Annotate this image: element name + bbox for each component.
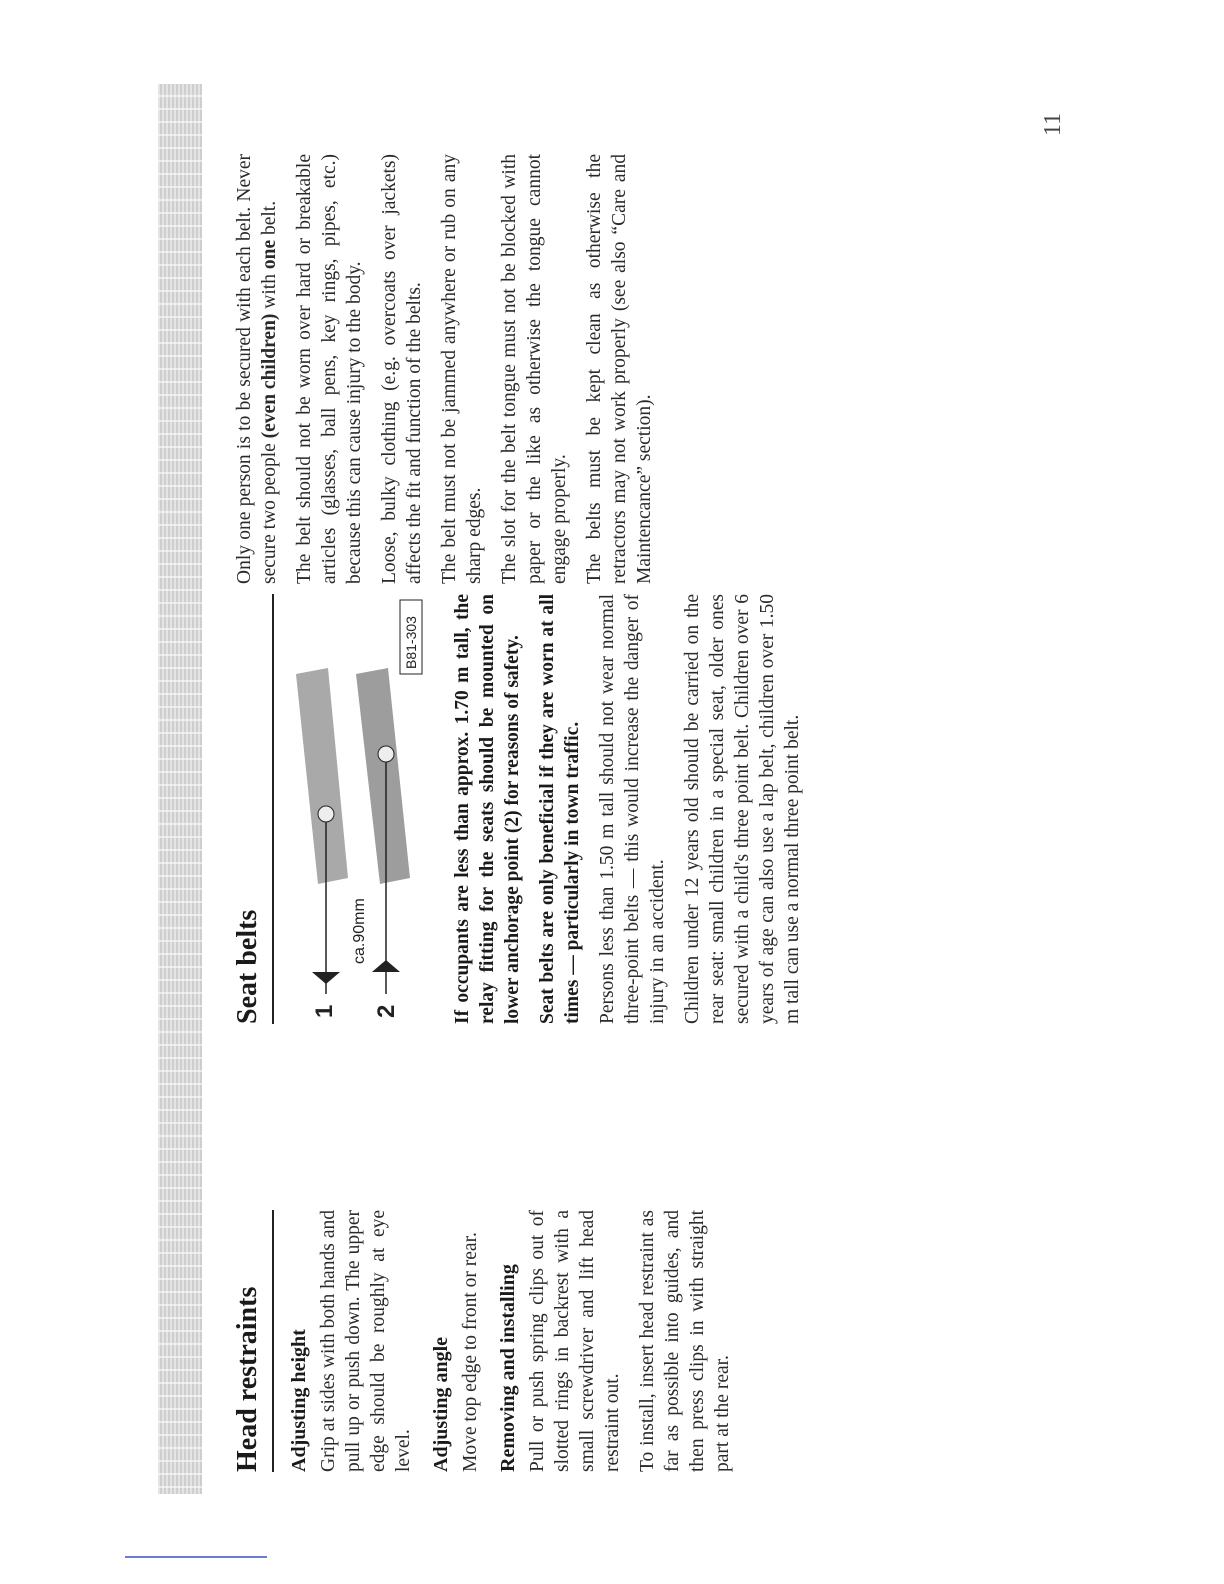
figure-label-1: 1 — [311, 1004, 338, 1018]
belt-diagram — [288, 594, 438, 1024]
adjusting-angle-heading: Adjusting angle — [430, 1336, 452, 1472]
one-person-text — [232, 154, 282, 584]
arrow-up-icon — [372, 960, 400, 972]
title-rule — [272, 594, 274, 1024]
anchor-point-2 — [378, 746, 394, 762]
jammed-text: The belt must not be jammed anywhere or rub on any sharp edges. — [439, 154, 485, 584]
upper-belt — [296, 668, 348, 884]
figure-measure: ca.90mm — [351, 898, 368, 964]
removing-heading: Removing and installing — [497, 1264, 519, 1472]
seat-belts-column — [232, 594, 815, 1024]
persons-text: Persons less than 1.50 m tall should not wear normal three-point belts — this would increase the danger of injury in an accident. — [597, 594, 668, 1024]
removing-text-2: To install, insert head restraint as far as possible into guides, and then press clips in with straight part at the rear. — [637, 1210, 733, 1472]
hard-articles-text: The belt should not be worn over hard or breakable articles (glasses, ball pens, key rings, pipes, etc.) because this can cause injury to the body. — [294, 154, 365, 584]
warning-height: If occupants are less than approx. 1.70 m tall, the relay fitting for the seats should be mounted on lower anchorage point (2) for reasons of safety. — [452, 594, 523, 1024]
head-restraints-title: Head restraints — [232, 1286, 263, 1472]
title-rule — [272, 1210, 274, 1472]
figure-label-2: 2 — [373, 1004, 400, 1018]
anchor-point-1 — [318, 806, 334, 822]
seat-belts-right-column — [232, 154, 667, 584]
one-person-d: one — [259, 239, 280, 270]
removing-text-1: Pull or push spring clips out of slotted rings in backrest with a small screwdriver and lift head restraint out. — [527, 1210, 623, 1472]
one-person-b: (even children) — [259, 313, 280, 439]
adjusting-height-heading: Adjusting height — [288, 1329, 310, 1472]
one-person-c: with — [259, 269, 280, 314]
children-text: Children under 12 years old should be carried on the rear seat: small children in a special seat, older ones secured with a child's three point belt. Children over 6 years of age can also use a lap belt, children over 1.50 m tall can use a normal three point belt. — [682, 594, 803, 1024]
head-restraints-column — [232, 1210, 745, 1472]
warning-wear: Seat belts are only beneficial if they are worn at all times — particularly in town traffic. — [537, 594, 583, 1024]
adjusting-height-text: Grip at sides with both hands and pull up or push down. The upper edge should be roughly at eye level. — [318, 1210, 414, 1472]
one-person-a: Only one person is to be secured with each belt. Never secure two people — [234, 154, 280, 584]
scan-header-band — [158, 84, 202, 1494]
arrow-down-icon — [312, 972, 340, 984]
anchorage-figure — [288, 594, 438, 1024]
page-number: 11 — [1040, 112, 1066, 136]
bulky-clothing-text: Loose, bulky clothing (e.g. overcoats over jackets) affects the fit and function of the belts. — [379, 154, 425, 584]
clean-text: The belts must be kept clean as otherwise the retractors may not work properly (see also “Care and Maintencance” section). — [584, 154, 655, 584]
bottom-blue-line — [125, 1556, 267, 1558]
lower-belt — [356, 668, 410, 884]
slot-text: The slot for the belt tongue must not be blocked with paper or the like as otherwise the tongue cannot engage properly. — [499, 154, 570, 584]
figure-code: B81-303 — [403, 616, 419, 669]
adjusting-angle-text: Move top edge to front or rear. — [460, 1232, 481, 1472]
one-person-e: belt. — [259, 200, 280, 240]
seat-belts-title: Seat belts — [232, 909, 263, 1024]
